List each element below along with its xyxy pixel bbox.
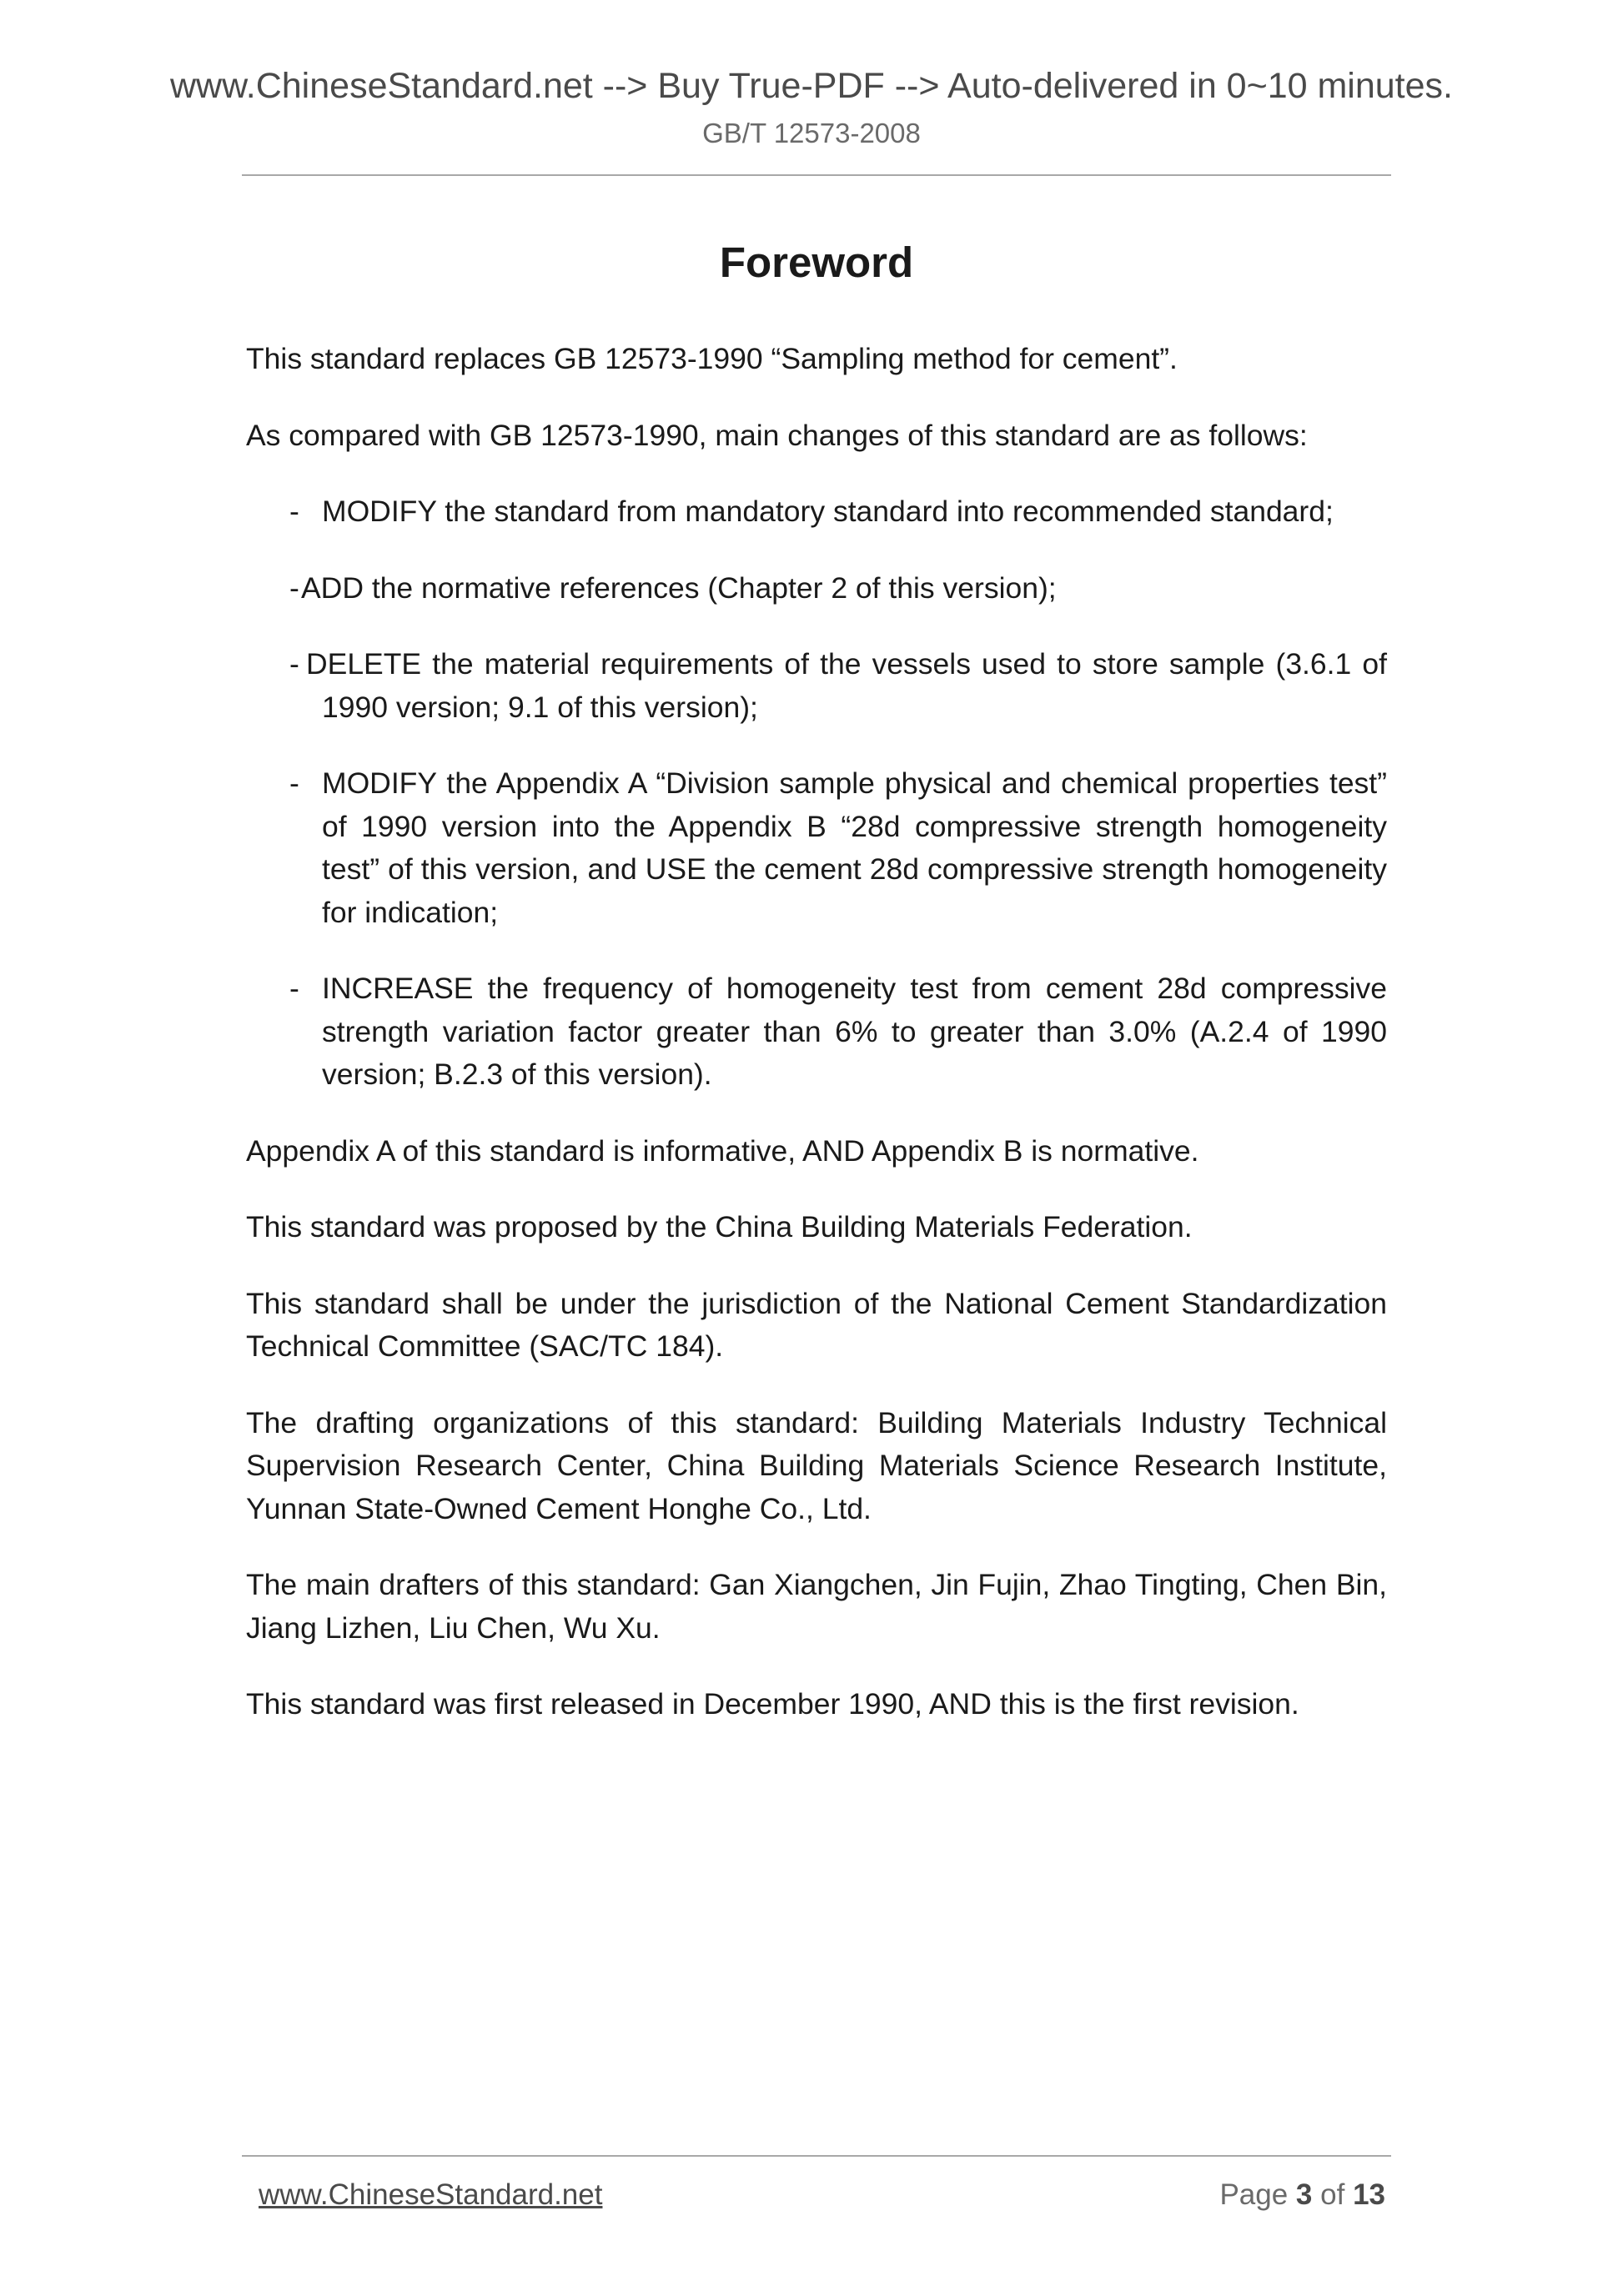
page-content [246, 238, 1387, 1760]
page-word: Page [1219, 2178, 1289, 2211]
page-number [1219, 2175, 1385, 2215]
list-dash: - [289, 972, 299, 1005]
list-dash: - [289, 495, 299, 528]
list-dash: - [289, 766, 299, 800]
page-current: 3 [1295, 2178, 1313, 2211]
standard-code: GB/T 12573-2008 [702, 118, 921, 148]
list-item [289, 567, 1387, 610]
list-item [289, 643, 1387, 729]
page-of: of [1320, 2178, 1345, 2211]
intro-paragraph: This standard replaces GB 12573-1990 “Sampling method for cement”. [246, 342, 1178, 375]
list-item-text: ADD the normative references (Chapter 2 of this version); [301, 570, 1057, 605]
list-item-text: DELETE the material requirements of the vessels used to store sample (3.6.1 of 1990 version; 9.1 of this version); [306, 647, 1387, 724]
header-banner: www.ChineseStandard.net --> Buy True-PDF --> Auto-delivered in 0~10 minutes. [169, 66, 1453, 106]
body-paragraph: The main drafters of this standard: Gan Xiangchen, Jin Fujin, Zhao Tingting, Chen Bin, Jiang Lizhen, Liu Chen, Wu Xu. [246, 1568, 1387, 1645]
page-header [0, 63, 1623, 153]
list-item [289, 490, 1387, 534]
body-paragraph: This standard was proposed by the China Building Materials Federation. [246, 1210, 1193, 1243]
page-total: 13 [1353, 2178, 1385, 2211]
page-title: Foreword [719, 239, 914, 286]
list-item-text: INCREASE the frequency of homogeneity test from cement 28d compressive strength variation factor greater than 6% to greater than 3.0% (A.2.4 of 1990 version; B.2.3 of this version). [322, 972, 1387, 1091]
intro-paragraph: As compared with GB 12573-1990, main changes of this standard are as follows: [246, 418, 1308, 452]
list-item-text: MODIFY the standard from mandatory standard into recommended standard; [322, 495, 1334, 528]
body-paragraph: This standard was first released in December 1990, AND this is the first revision. [246, 1687, 1299, 1721]
list-item [289, 967, 1387, 1097]
list-item [289, 762, 1387, 934]
list-dash: - [289, 570, 299, 605]
footer-divider [242, 2155, 1391, 2157]
body-paragraph: The drafting organizations of this standard: Building Materials Industry Technical Supervision Research Center, China Building Materials Science Research Institute, Yunnan State-Owned Cement Honghe Co., Ltd. [246, 1405, 1387, 1525]
changes-list [246, 490, 1387, 1097]
list-item-text: MODIFY the Appendix A “Division sample physical and chemical properties test” of 1990 version into the Appendix B “28d compressive strength homogeneity test” of this version, and USE the cement 28d compressive strength homogeneity for indication; [322, 766, 1387, 929]
body-paragraph: This standard shall be under the jurisdiction of the National Cement Standardization Technical Committee (SAC/TC 184). [246, 1286, 1387, 1363]
body-paragraph: Appendix A of this standard is informative, AND Appendix B is normative. [246, 1133, 1199, 1168]
header-divider [242, 174, 1391, 176]
footer-website-link[interactable]: www.ChineseStandard.net [259, 2178, 603, 2211]
list-dash: - [289, 647, 299, 681]
